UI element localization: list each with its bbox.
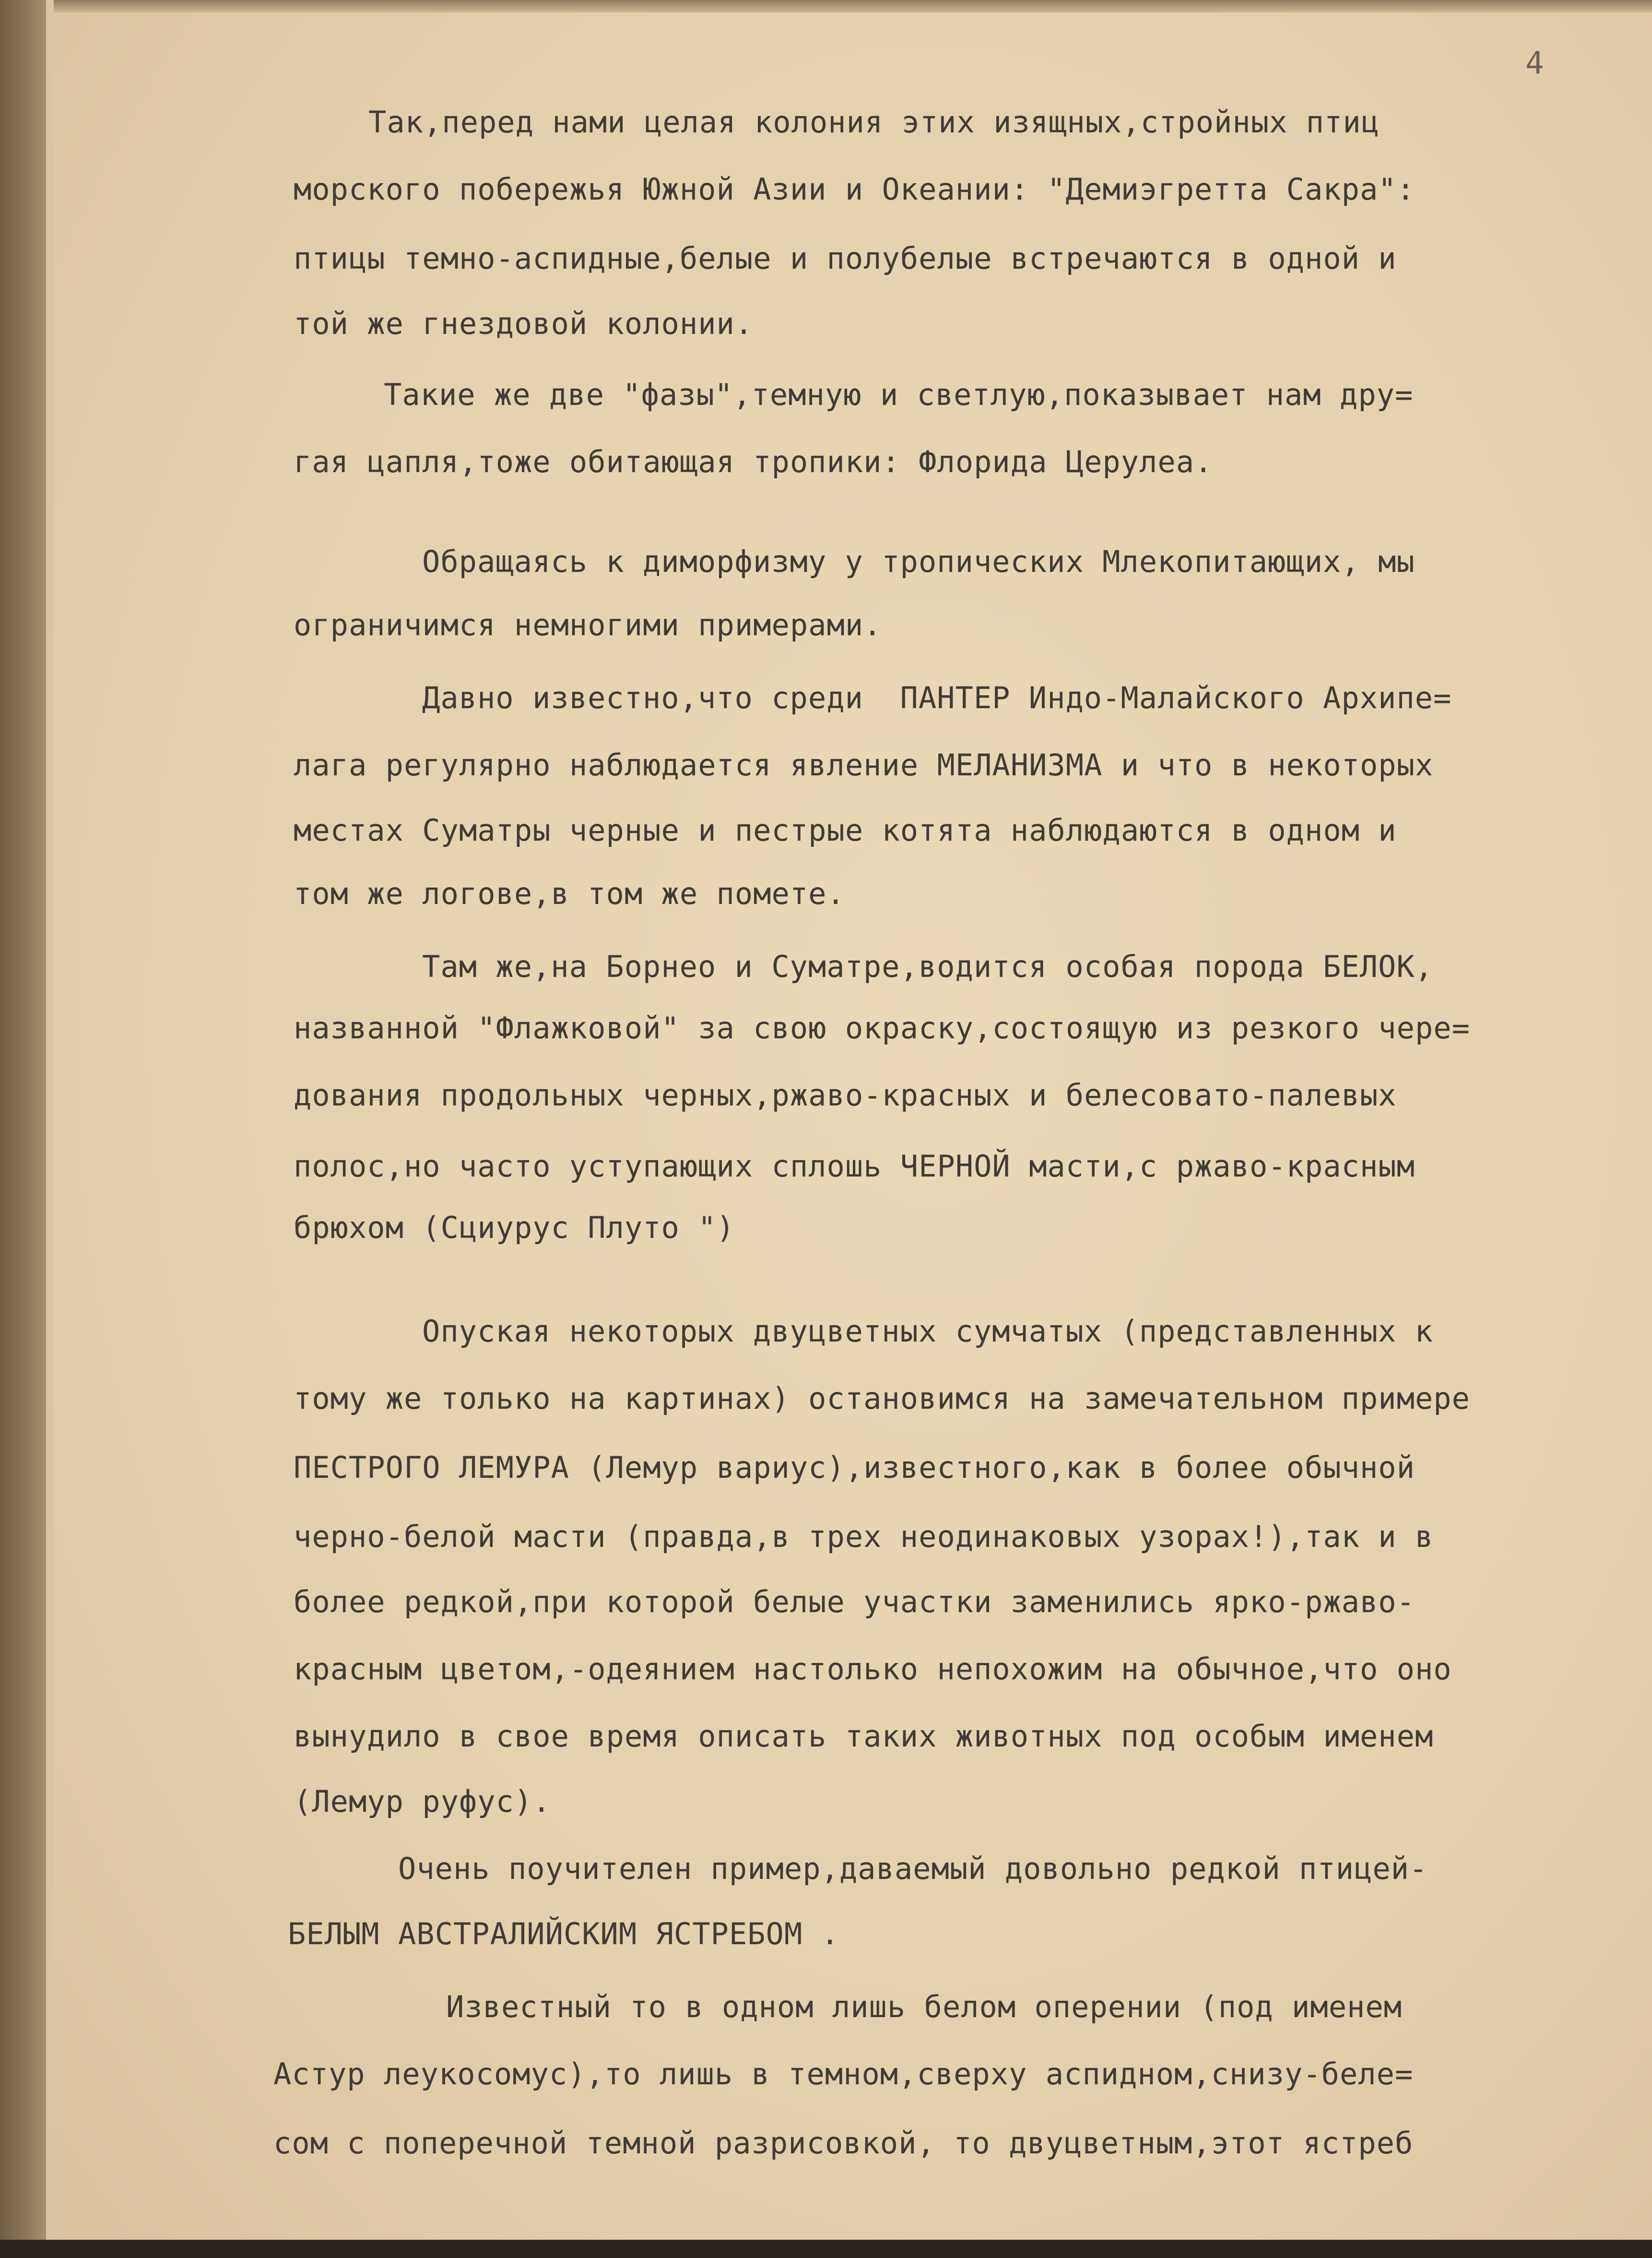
text-line: Такие же две "фазы",темную и светлую,показывает нам дру= [384, 377, 1414, 412]
text-line: тому же только на картинах) остановимся на замечательном примере [294, 1381, 1470, 1416]
sheet-top-edge [54, 0, 1652, 12]
text-line: том же логове,в том же помете. [294, 876, 845, 911]
text-line: местах Суматры черные и пестрые котята наблюдаются в одном и [294, 813, 1397, 848]
text-line: Так,перед нами целая колония этих изящных,стройных птиц [368, 105, 1380, 140]
text-line: Очень поучителен пример,даваемый довольно редкой птицей- [398, 1851, 1428, 1886]
page-number: 4 [1525, 46, 1544, 81]
binding-crease [46, 0, 54, 2258]
text-line: БЕЛЫМ АВСТРАЛИЙСКИМ ЯСТРЕБОМ . [288, 1916, 839, 1951]
text-line: брюхом (Сциурус Плуто ") [294, 1210, 735, 1245]
text-line: названной "Флажковой" за свою окраску,состоящую из резкого чере= [294, 1010, 1470, 1046]
text-line: Обращаясь к диморфизму у тропических Млекопитающих, мы [422, 544, 1415, 579]
text-line: более редкой,при которой белые участки заменились ярко-ржаво- [294, 1584, 1415, 1619]
text-line: черно-белой масти (правда,в трех неодинаковых узорах!),так и в [294, 1519, 1434, 1554]
scan-bottom-edge [0, 2240, 1652, 2258]
text-line: (Лемур руфус). [294, 1784, 551, 1819]
text-line: ПЕСТРОГО ЛЕМУРА (Лемур вариус),известного,как в более обычной [294, 1450, 1415, 1485]
text-line: сом с поперечной темной разрисовкой, то двуцветным,этот ястреб [273, 2126, 1414, 2161]
binding-edge [0, 0, 46, 2258]
text-line: гая цапля,тоже обитающая тропики: Флорида Церулеа. [294, 444, 1213, 479]
text-line: той же гнездовой колонии. [294, 306, 754, 341]
text-line: морского побережья Южной Азии и Океании: "Демиэгретта Сакра": [294, 172, 1415, 207]
text-line: Давно известно,что среди ПАНТЕР Индо-Малайского Архипе= [422, 680, 1452, 715]
text-line: Астур леукосомус),то лишь в темном,сверху аспидном,снизу-беле= [273, 2056, 1414, 2092]
text-line: Известный то в одном лишь белом оперении (под именем [446, 1989, 1403, 2024]
text-line: птицы темно-аспидные,белые и полубелые встречаются в одной и [294, 241, 1397, 276]
text-line: вынудило в свое время описать таких животных под особым именем [294, 1719, 1434, 1754]
text-line: дования продольных черных,ржаво-красных и белесовато-палевых [294, 1078, 1397, 1113]
text-line: Опуская некоторых двуцветных сумчатых (представленных к [422, 1314, 1433, 1349]
text-line: полос,но часто уступающих сплошь ЧЕРНОЙ масти,с ржаво-красным [294, 1149, 1415, 1184]
text-line: лага регулярно наблюдается явление МЕЛАНИЗМА и что в некоторых [294, 748, 1434, 783]
text-line: красным цветом,-одеянием настолько непохожим на обычное,что оно [294, 1652, 1452, 1687]
text-line: ограничимся немногими примерами. [294, 607, 882, 642]
text-line: Там же,на Борнео и Суматре,водится особая порода БЕЛОК, [422, 949, 1433, 984]
